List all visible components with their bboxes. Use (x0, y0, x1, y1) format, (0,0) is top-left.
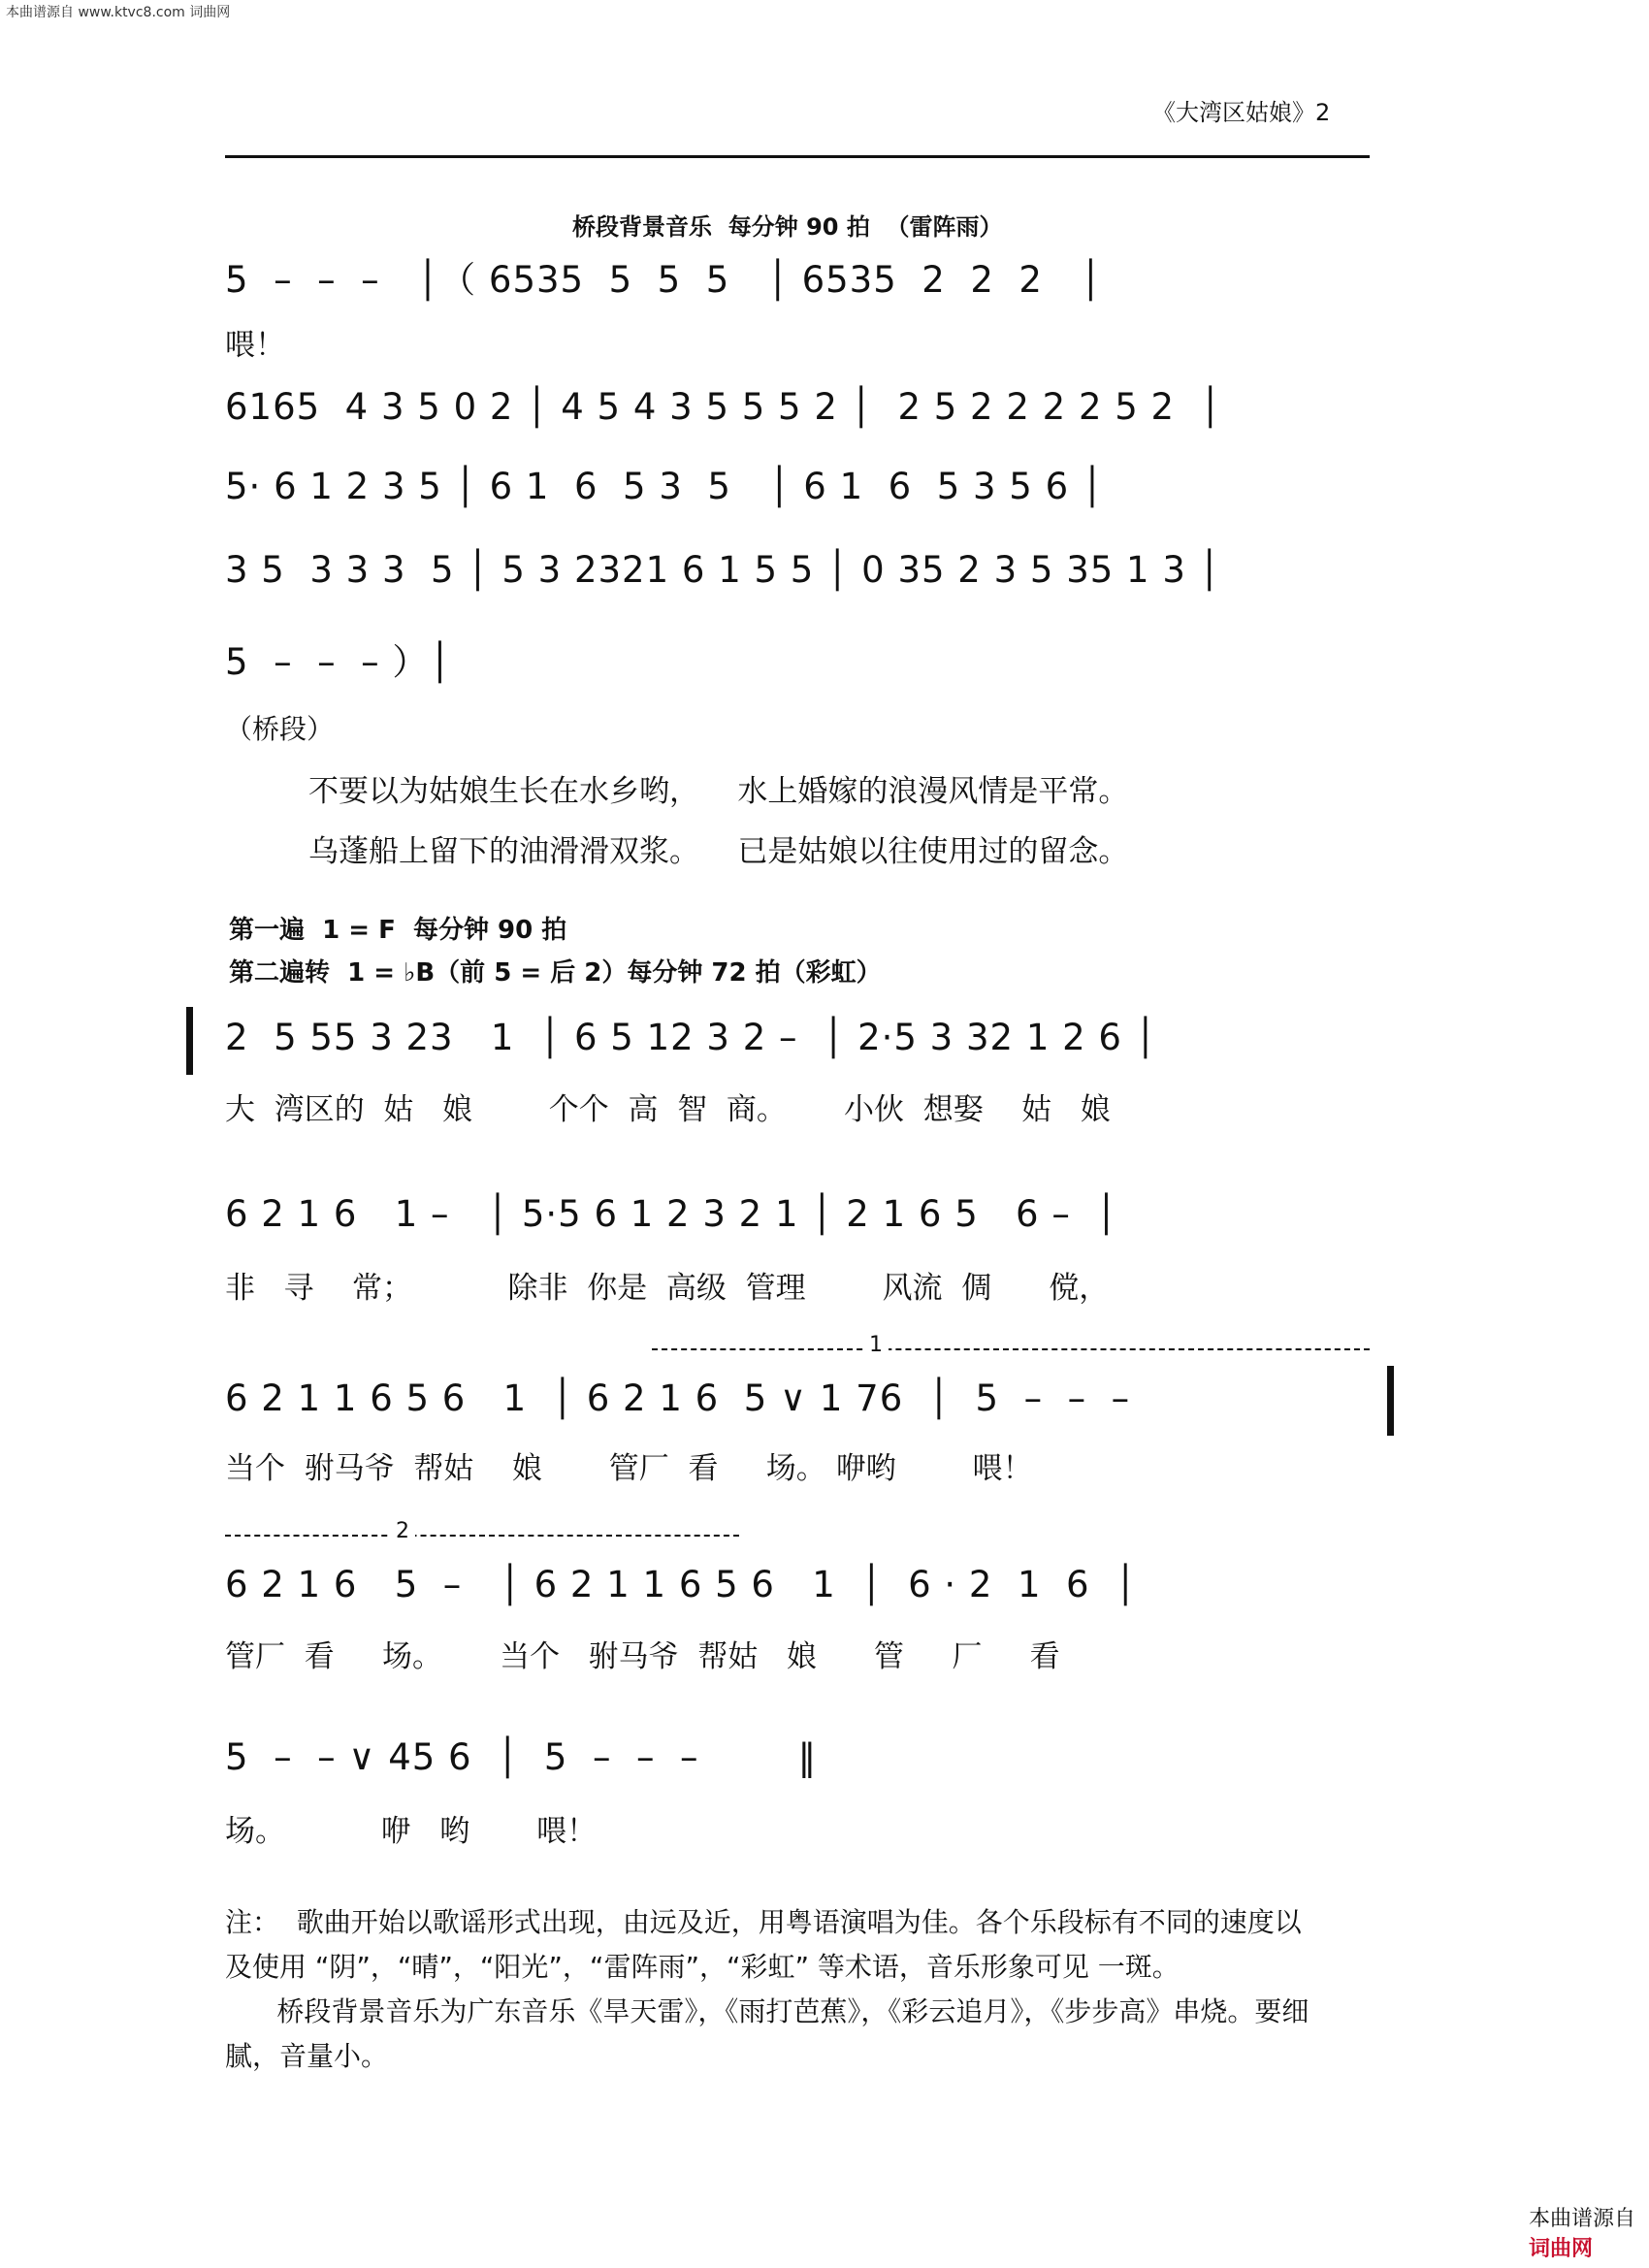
verse-row-1-lyric: 大 湾区的 姑 娘 个个 高 智 商。 小伙 想娶 姑 娘 (225, 1092, 1111, 1127)
section-title: 桥段背景音乐 每分钟 90 拍 （雷阵雨） (572, 213, 1003, 241)
footer-watermark (1515, 2178, 1635, 2262)
verse-row-2-lyric: 非 寻 常； 除非 你是 高级 管理 风流 倜 傥， (225, 1271, 1110, 1306)
footer-site[interactable]: 词曲网 (1528, 2237, 1593, 2261)
note-line-3: 桥段背景音乐为广东音乐《旱天雷》，《雨打芭蕉》，《彩云追月》，《步步高》串烧。要细 (225, 1995, 1310, 2027)
score-row-3: 5· 6 1 2 3 5 │ 6 1 6 5 3 5 │ 6 1 6 5 3 5 6 │ (225, 466, 1105, 507)
tempo-second: 第二遍转 1 = ♭B（前 5 = 后 2）每分钟 72 拍（彩虹） (229, 958, 882, 988)
header-rule (225, 155, 1370, 158)
top-watermark: 本曲谱源自 www.ktvc8.com 词曲网 (6, 5, 231, 20)
volta-2-bracket (225, 1535, 739, 1537)
note-line-2: 及使用 “阴”，“晴”，“阳光”，“雷阵雨”，“彩虹” 等术语，音乐形象可见 一斑。 (225, 1951, 1180, 1983)
score-row-4: 3 5 3 3 3 5 │ 5 3 2321 6 1 5 5 │ 0 35 2 3 5 35 1 3 │ (225, 549, 1221, 591)
verse-row-4: 6 2 1 6 5 – │ 6 2 1 1 6 5 6 1 │ 6 · 2 1 6 │ (225, 1564, 1138, 1605)
volta-1-bracket (652, 1348, 1370, 1350)
note-line-4: 腻，音量小。 (225, 2040, 389, 2072)
bridge-line-1: 不要以为姑娘生长在水乡哟， 水上婚嫁的浪漫风情是平常。 (308, 774, 1129, 809)
verse-row-5: 5 – – ∨ 45 6 │ 5 – – – ‖ (225, 1736, 818, 1778)
verse-row-5-lyric: 场。 咿 哟 喂！ (225, 1814, 598, 1849)
repeat-start-barline (186, 1007, 193, 1075)
verse-row-2: 6 2 1 6 1 – │ 5·5 6 1 2 3 2 1 │ 2 1 6 5 6 – │ (225, 1193, 1118, 1235)
footer-text: 本曲谱源自 (1528, 2207, 1635, 2231)
score-row-1: 5 – – – │（ 6535 5 5 5 │ 6535 2 2 2 │ (225, 259, 1103, 301)
note-line-1: 注： 歌曲开始以歌谣形式出现，由远及近，用粤语演唱为佳。各个乐段标有不同的速度以 (225, 1906, 1302, 1938)
score-row-2: 6165 4 3 5 0 2 │ 4 5 4 3 5 5 5 2 │ 2 5 2 2 2 2 5 2 │ (225, 386, 1222, 428)
verse-row-3-lyric: 当个 驸马爷 帮姑 娘 管厂 看 场。 咿哟 喂！ (225, 1451, 1033, 1486)
volta-2-label: 2 (390, 1519, 415, 1543)
tempo-first: 第一遍 1 = F 每分钟 90 拍 (229, 916, 567, 945)
score-row-1-lyric: 喂！ (225, 328, 285, 363)
verse-row-3: 6 2 1 1 6 5 6 1 │ 6 2 1 6 5 ∨ 1 76 │ 5 – – – (225, 1377, 1143, 1419)
score-row-5: 5 – – – ）│ (225, 641, 452, 683)
page-header-title: 《大湾区姑娘》2 (1152, 99, 1331, 126)
repeat-end-barline (1387, 1366, 1394, 1436)
volta-1-label: 1 (863, 1333, 889, 1357)
bridge-line-2: 乌蓬船上留下的油滑滑双浆。 已是姑娘以往使用过的留念。 (308, 834, 1129, 869)
verse-row-4-lyric: 管厂 看 场。 当个 驸马爷 帮姑 娘 管 厂 看 (225, 1639, 1060, 1674)
bridge-label: （桥段） (225, 713, 335, 745)
verse-row-1: 2 5 55 3 23 1 │ 6 5 12 3 2 – │ 2·5 3 32 1 2 6 │ (225, 1017, 1158, 1058)
